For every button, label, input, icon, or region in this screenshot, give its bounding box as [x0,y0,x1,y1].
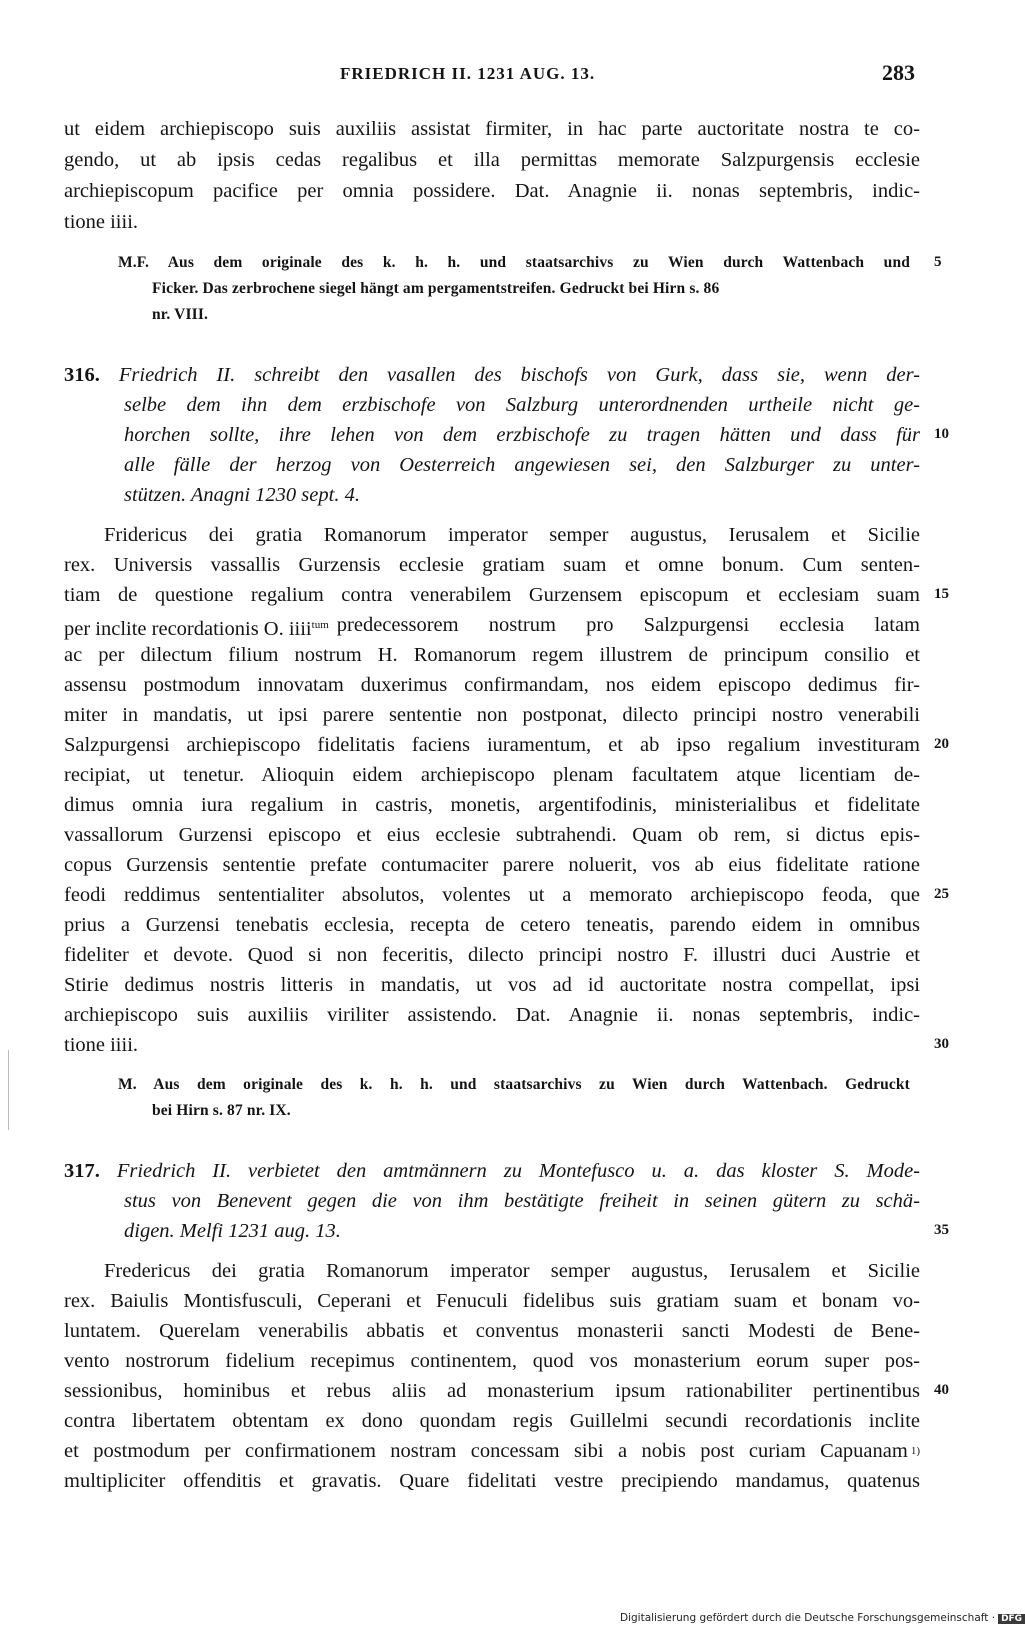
line-number: 20 [934,736,949,752]
dfg-logo: DFG [998,1614,1025,1624]
line-number: 35 [934,1222,949,1238]
text-line: sessionibus, hominibus et rebus aliis ad monasterium ipsum rationabiliter pertinentibus [64,1380,920,1402]
text-line: tione iiii. [64,211,139,233]
doc-316-number: 316. [64,364,100,386]
doc-316-headline-line: selbe dem ihn dem erzbischofe von Salzburg unterordnenden urtheile nicht ge- [124,394,920,416]
text-line: archiepiscopo suis auxiliis viriliter assistendo. Dat. Anagnie ii. nonas septembris, indic- [64,1004,920,1026]
text-line: vassallorum Gurzensi episcopo et eius ecclesie subtrahendi. Quam ob rem, si dictus epis- [64,824,920,846]
text-fragment: et postmodum per confirmationem nostram concessam sibi a nobis post curiam Capuanam [64,1440,908,1462]
text-line [64,1438,920,1464]
text-line [64,612,920,642]
text-line: copus Gurzensis sententie prefate contumaciter parere noluerit, vos ab eius fidelitate ratione [64,854,920,876]
text-line: vento nostrorum fidelium recepimus continentem, quod vos monasterium eorum super pos- [64,1350,920,1372]
text-line: multipliciter offenditis et gravatis. Quare fidelitati vestre precipiendo mandamus, quatenus [64,1470,920,1492]
line-number: 5 [934,254,942,270]
doc-317-headline-line: stus von Benevent gegen die von ihm bestätigte freiheit in seinen gütern zu schä- [124,1190,920,1212]
text-line: dimus omnia iura regalium in castris, monetis, argentifodinis, ministerialibus et fidelitate [64,794,920,816]
text-line: rex. Baiulis Montisfusculi, Ceperani et Fenuculi fidelibus suis gratiam suam et bonam vo- [64,1290,920,1312]
text-line: luntatem. Querelam venerabilis abbatis et conventus monasterii sancti Modesti de Bene- [64,1320,920,1342]
line-number: 15 [934,586,949,602]
footnote-mark: 1) [910,1445,920,1457]
text-line: contra libertatem obtentam ex dono quondam regis Guillelmi secundi recordationis inclite [64,1410,920,1432]
scan-edge-mark [8,1050,9,1130]
text-line: Fredericus dei gratia Romanorum imperator semper augustus, Ierusalem et Sicilie [104,1260,920,1282]
text-line: rex. Universis vassallis Gurzensis ecclesie gratiam suam et omne bonum. Cum senten- [64,554,920,576]
doc-316-headline [64,362,920,388]
text-line: Fridericus dei gratia Romanorum imperator semper augustus, Ierusalem et Sicilie [104,524,920,546]
source-note-line: M. Aus dem originale des k. h. h. und staatsarchivs zu Wien durch Wattenbach. Gedruckt [118,1076,910,1093]
superscript: tum [311,619,329,631]
text-line: tione iiii. [64,1034,139,1056]
text-line: assensu postmodum innovatam duxerimus confirmandam, nos eidem episcopo dedimus fir- [64,674,920,696]
page-number: 283 [882,60,915,85]
source-note-line: nr. VIII. [152,306,209,323]
doc-316-headline-line: alle fälle der herzog von Oesterreich angewiesen sei, den Salzburger zu unter- [124,454,920,476]
text-fragment: per inclite recordationis O. iiii [64,618,312,640]
line-number: 10 [934,426,949,442]
doc-317-headline-text: Friedrich II. verbietet den amtmännern zu Montefusco u. a. das kloster S. Mode- [116,1160,921,1182]
doc-316-headline-line: stützen. Anagni 1230 sept. 4. [124,484,360,506]
source-note-line: bei Hirn s. 87 nr. IX. [152,1102,291,1119]
text-line: archiepiscopum pacifice per omnia possidere. Dat. Anagnie ii. nonas septembris, indic- [64,180,920,202]
doc-317-headline-line: digen. Melfi 1231 aug. 13. [124,1220,341,1242]
source-note-line: M.F. Aus dem originale des k. h. h. und staatsarchivs zu Wien durch Wattenbach und [118,254,910,271]
text-line: Salzpurgensi archiepiscopo fidelitatis faciens iuramentum, et ab ipso regalium investituram [64,734,920,756]
source-note-line: Ficker. Das zerbrochene siegel hängt am pergamentstreifen. Gedruckt bei Hirn s. 86 [152,280,720,297]
doc-316-headline-line: horchen sollte, ihre lehen von dem erzbischofe zu tragen hätten und dass für [124,424,920,446]
text-line: feodi reddimus sententialiter absolutos, volentes ut a memorato archiepiscopo feoda, que [64,884,920,906]
text-line: recipiat, ut tenetur. Alioquin eidem archiepiscopo plenam facultatem atque licentiam de- [64,764,920,786]
doc-317-headline [64,1158,920,1184]
running-title: FRIEDRICH II. 1231 AUG. 13. [340,64,596,83]
line-number: 30 [934,1036,949,1052]
text-line: Stirie dedimus nostris litteris in mandatis, ut vos ad id auctoritate nostra compellat, ipsi [64,974,920,996]
text-line: fideliter et devote. Quod si non feceritis, dilecto principi nostro F. illustri duci Austrie et [64,944,920,966]
footer-text: Digitalisierung gefördert durch die Deutsche Forschungsgemeinschaft · [620,1612,996,1624]
text-line: ut eidem archiepiscopo suis auxiliis assistat firmiter, in hac parte auctoritate nostra te co- [64,118,920,140]
text-line: prius a Gurzensi tenebatis ecclesia, recepta de cetero teneatis, parendo eidem in omnibus [64,914,920,936]
line-number: 40 [934,1382,949,1398]
text-line: tiam de questione regalium contra venerabilem Gurzensem episcopum et ecclesiam suam [64,584,920,606]
text-fragment: predecessorem nostrum pro Salzpurgensi ecclesia latam [336,614,920,636]
doc-317-number: 317. [64,1160,100,1182]
digitization-footer [620,1612,1025,1624]
doc-316-headline-text: Friedrich II. schreibt den vasallen des bischofs von Gurk, dass sie, wenn der- [118,364,921,386]
text-line: miter in mandatis, ut ipsi parere sententie non postponat, dilecto principi nostro venerabili [64,704,920,726]
line-number: 25 [934,886,949,902]
text-line: ac per dilectum filium nostrum H. Romanorum regem illustrem de principum consilio et [64,644,920,666]
text-line: gendo, ut ab ipsis cedas regalibus et illa permittas memorate Salzpurgensis ecclesie [64,149,920,171]
